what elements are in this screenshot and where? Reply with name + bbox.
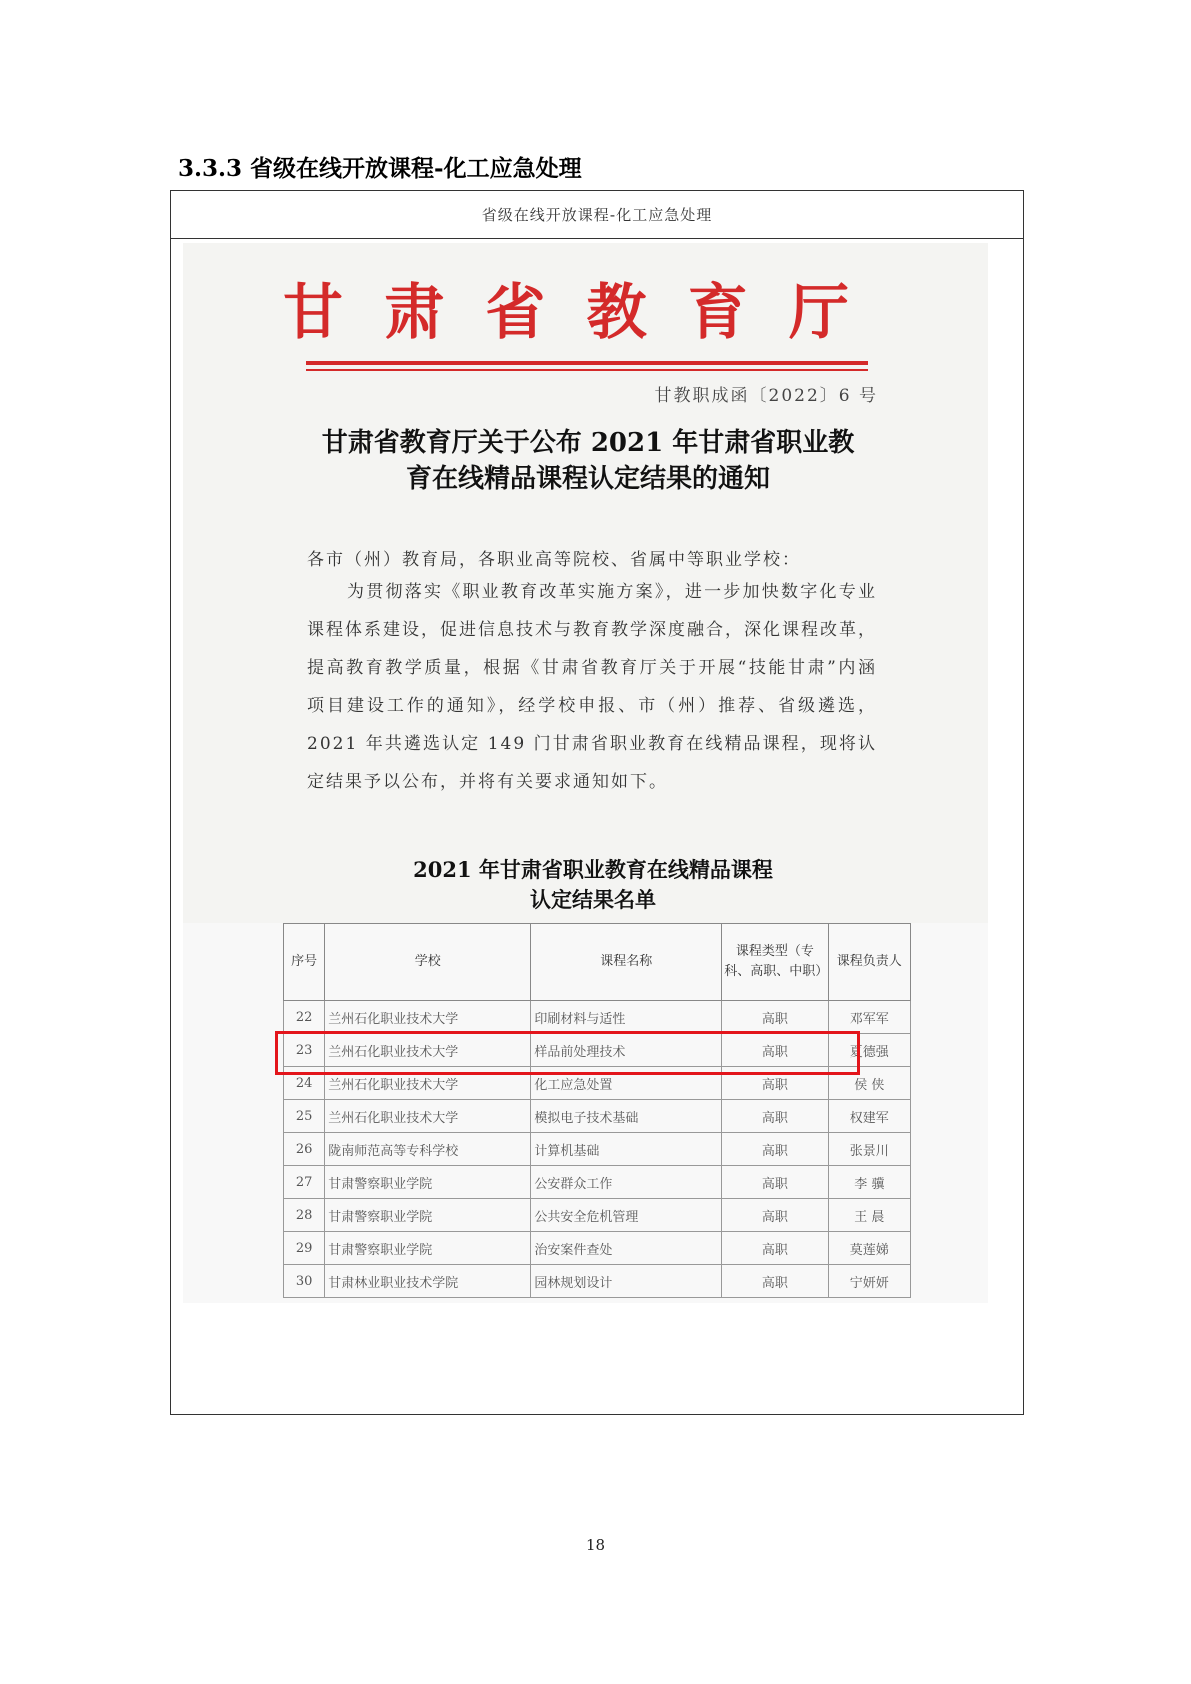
cell-type: 高职: [722, 1067, 828, 1100]
letterhead-rule-thin: [306, 369, 868, 371]
letterhead-char: 甘: [283, 278, 347, 348]
letterhead-char: 育: [687, 278, 752, 348]
cell-course: 治安案件查处: [531, 1232, 722, 1265]
cell-school: 甘肃警察职业学院: [325, 1166, 531, 1199]
table-row: [284, 1166, 911, 1199]
table-row: [284, 1001, 911, 1034]
cell-course: 计算机基础: [531, 1133, 722, 1166]
cell-type: 高职: [722, 1199, 828, 1232]
table-row: [284, 1265, 911, 1298]
cell-lead: 侯 侠: [828, 1067, 910, 1100]
section-heading: 3.3.3 省级在线开放课程-化工应急处理: [178, 155, 582, 182]
cell-lead: 宁妍妍: [828, 1265, 910, 1298]
body-paragraph: 为贯彻落实《职业教育改革实施方案》，进一步加快数字化专业课程体系建设，促进信息技术与教育教学深度融合，深化课程改革，提高教育教学质量，根据《甘肃省教育厅关于开展“技能甘肃”内涵项目建设工作的通知》，经学校申报、市（州）推荐、省级遴选，2021 年共遴选认定 149 门甘肃省职业教育在线精品课程，现将认定结果予以公布，并将有关要求通知如下。: [307, 582, 877, 792]
cell-no: 25: [284, 1100, 325, 1133]
cell-type: 高职: [722, 1100, 828, 1133]
table-row: [284, 1232, 911, 1265]
cell-lead: 莫莲娣: [828, 1232, 910, 1265]
cell-type: 高职: [722, 1232, 828, 1265]
letterhead-char: 省: [485, 278, 550, 348]
list-title: [333, 855, 853, 915]
cell-no: 29: [284, 1232, 325, 1265]
list-title-line: 认定结果名单: [530, 887, 656, 912]
page-number: 18: [585, 1536, 606, 1554]
letterhead-rule: [306, 361, 868, 365]
cell-lead: 邓军军: [828, 1001, 910, 1034]
cell-type: 高职: [722, 1133, 828, 1166]
cell-lead: 权建军: [828, 1100, 910, 1133]
cell-school: 甘肃警察职业学院: [325, 1199, 531, 1232]
cell-school: 甘肃警察职业学院: [325, 1232, 531, 1265]
cell-school: 兰州石化职业技术大学: [325, 1034, 531, 1067]
header-school: 学校: [325, 924, 531, 1001]
cell-school: 兰州石化职业技术大学: [325, 1001, 531, 1034]
figure-caption: 省级在线开放课程-化工应急处理: [171, 191, 1023, 239]
table-row: [284, 1199, 911, 1232]
header-course: 课程名称: [531, 924, 722, 1001]
cell-no: 22: [284, 1001, 325, 1034]
scanned-document: [183, 243, 988, 1303]
cell-no: 26: [284, 1133, 325, 1166]
cell-course: 园林规划设计: [531, 1265, 722, 1298]
cell-no: 28: [284, 1199, 325, 1232]
cell-no: 24: [284, 1067, 325, 1100]
header-lead: 课程负责人: [828, 924, 910, 1001]
document-title: [283, 425, 893, 497]
letterhead-char: 肃: [384, 278, 449, 348]
cell-type: 高职: [722, 1166, 828, 1199]
cell-lead: 张景川: [828, 1133, 910, 1166]
cell-course: 化工应急处置: [531, 1067, 722, 1100]
cell-type: 高职: [722, 1001, 828, 1034]
cell-no: 30: [284, 1265, 325, 1298]
table-row: [284, 1133, 911, 1166]
list-title-line: 2021 年甘肃省职业教育在线精品课程: [413, 857, 773, 882]
cell-lead: 李 骥: [828, 1166, 910, 1199]
highlight-box: [275, 1031, 860, 1075]
cell-no: 23: [284, 1034, 325, 1067]
cell-school: 兰州石化职业技术大学: [325, 1067, 531, 1100]
results-table: [283, 923, 911, 1298]
cell-course: 样品前处理技术: [531, 1034, 722, 1067]
salutation: 各市（州）教育局，各职业高等院校、省属中等职业学校：: [307, 550, 801, 570]
cell-course: 印刷材料与适性: [531, 1001, 722, 1034]
cell-type: 高职: [722, 1265, 828, 1298]
cell-course: 公共安全危机管理: [531, 1199, 722, 1232]
cell-school: 甘肃林业职业技术学院: [325, 1265, 531, 1298]
table-header-row: [284, 924, 911, 1001]
cell-course: 公安群众工作: [531, 1166, 722, 1199]
cell-lead: 夏德强: [828, 1034, 910, 1067]
table-row: [284, 1100, 911, 1133]
document-title-line: 甘肃省教育厅关于公布 2021 年甘肃省职业教: [321, 428, 855, 458]
cell-course: 模拟电子技术基础: [531, 1100, 722, 1133]
cell-lead: 王 晨: [828, 1199, 910, 1232]
cell-school: 陇南师范高等专科学校: [325, 1133, 531, 1166]
header-type: 课程类型（专科、高职、中职）: [722, 924, 828, 1001]
document-title-line: 育在线精品课程认定结果的通知: [405, 464, 770, 494]
header-no: 序号: [284, 924, 325, 1001]
cell-school: 兰州石化职业技术大学: [325, 1100, 531, 1133]
document-number: 甘教职成函〔2022〕6 号: [654, 386, 878, 406]
letterhead: [283, 265, 853, 351]
letterhead-char: 教: [586, 278, 651, 348]
cell-type: 高职: [722, 1034, 828, 1067]
cell-no: 27: [284, 1166, 325, 1199]
letterhead-char: 厅: [788, 278, 853, 348]
figure-frame: [170, 190, 1024, 1415]
